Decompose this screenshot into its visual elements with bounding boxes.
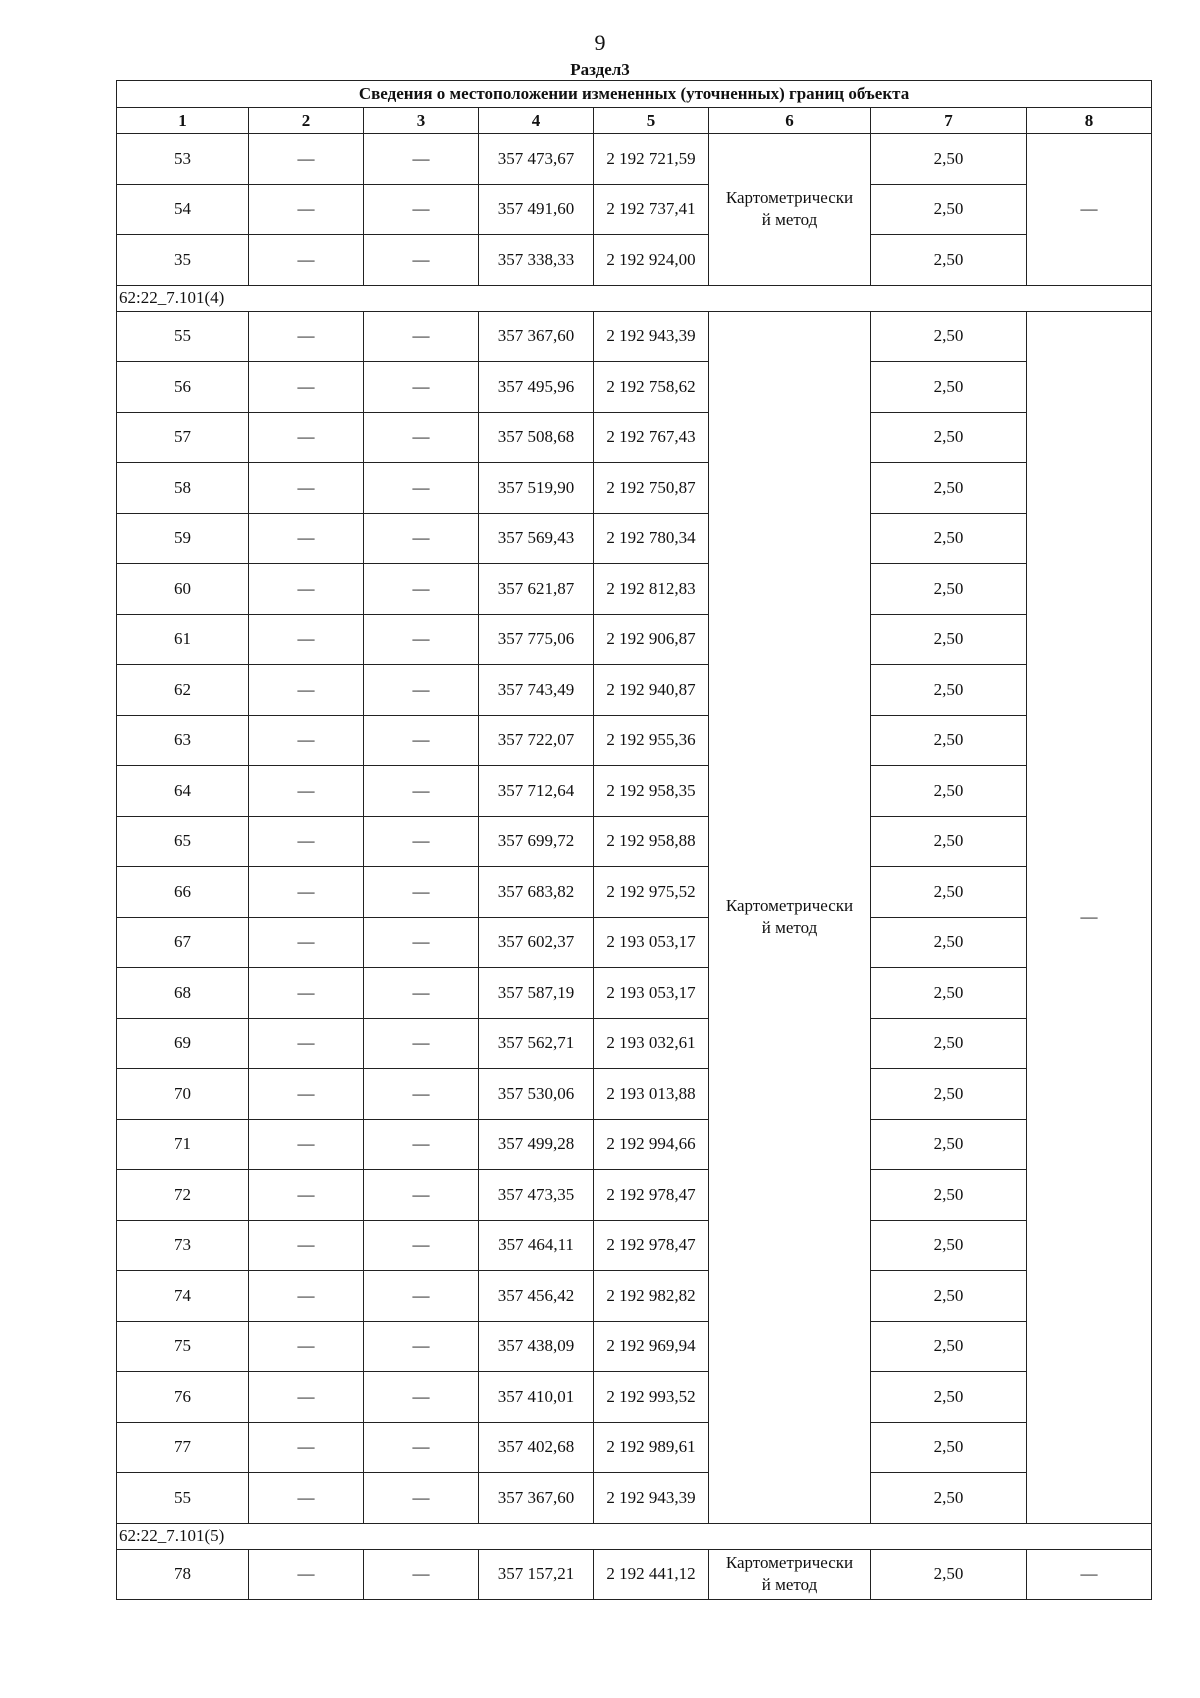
table-row	[117, 235, 1152, 286]
column-number-header: 6	[709, 108, 871, 134]
table-row	[117, 1422, 1152, 1473]
accuracy-value: 2,50	[871, 1473, 1027, 1524]
dash-cell: —	[249, 134, 364, 185]
dash-cell: —	[1027, 1549, 1152, 1600]
y-coordinate: 2 192 812,83	[594, 564, 709, 615]
y-coordinate: 2 192 975,52	[594, 867, 709, 918]
table-row	[117, 412, 1152, 463]
y-coordinate: 2 192 940,87	[594, 665, 709, 716]
dash-cell: —	[249, 1018, 364, 1069]
x-coordinate: 357 499,28	[479, 1119, 594, 1170]
dash-cell: —	[364, 917, 479, 968]
point-number: 62	[117, 665, 249, 716]
point-number: 67	[117, 917, 249, 968]
accuracy-value: 2,50	[871, 917, 1027, 968]
y-coordinate: 2 192 924,00	[594, 235, 709, 286]
accuracy-value: 2,50	[871, 311, 1027, 362]
y-coordinate: 2 192 993,52	[594, 1372, 709, 1423]
y-coordinate: 2 193 032,61	[594, 1018, 709, 1069]
dash-cell: —	[364, 1018, 479, 1069]
point-number: 64	[117, 766, 249, 817]
table-row	[117, 867, 1152, 918]
table-row	[117, 1271, 1152, 1322]
dash-cell: —	[364, 665, 479, 716]
method-cell	[709, 311, 871, 1523]
table-row	[117, 1018, 1152, 1069]
section-label: Раздел3	[570, 60, 630, 79]
dash-cell: —	[249, 564, 364, 615]
x-coordinate: 357 410,01	[479, 1372, 594, 1423]
table-row	[117, 917, 1152, 968]
table-row	[117, 1321, 1152, 1372]
dash-cell: —	[364, 1069, 479, 1120]
table-row	[117, 1549, 1152, 1600]
y-coordinate: 2 192 441,12	[594, 1549, 709, 1600]
y-coordinate: 2 192 943,39	[594, 1473, 709, 1524]
y-coordinate: 2 192 758,62	[594, 362, 709, 413]
point-number: 78	[117, 1549, 249, 1600]
method-line-2: й метод	[761, 918, 818, 937]
group-row	[117, 285, 1152, 311]
point-number: 69	[117, 1018, 249, 1069]
dash-cell: —	[249, 1069, 364, 1120]
table-row	[117, 614, 1152, 665]
dash-cell: —	[364, 513, 479, 564]
column-number-header: 7	[871, 108, 1027, 134]
accuracy-value: 2,50	[871, 665, 1027, 716]
table-row	[117, 362, 1152, 413]
dash-cell: —	[249, 311, 364, 362]
column-number-header: 4	[479, 108, 594, 134]
table-row	[117, 968, 1152, 1019]
group-label: 62:22_7.101(4)	[117, 285, 1152, 311]
y-coordinate: 2 192 767,43	[594, 412, 709, 463]
dash-cell: —	[364, 134, 479, 185]
y-coordinate: 2 192 994,66	[594, 1119, 709, 1170]
coordinates-table	[116, 80, 1152, 1600]
y-coordinate: 2 192 982,82	[594, 1271, 709, 1322]
accuracy-value: 2,50	[871, 1220, 1027, 1271]
dash-cell: —	[364, 184, 479, 235]
dash-cell: —	[249, 1271, 364, 1322]
dash-cell: —	[364, 412, 479, 463]
x-coordinate: 357 712,64	[479, 766, 594, 817]
x-coordinate: 357 562,71	[479, 1018, 594, 1069]
dash-cell: —	[364, 1170, 479, 1221]
y-coordinate: 2 192 978,47	[594, 1220, 709, 1271]
accuracy-value: 2,50	[871, 867, 1027, 918]
point-number: 59	[117, 513, 249, 564]
method-cell	[709, 1549, 871, 1600]
x-coordinate: 357 519,90	[479, 463, 594, 514]
y-coordinate: 2 193 013,88	[594, 1069, 709, 1120]
dash-cell: —	[364, 1119, 479, 1170]
table-row	[117, 564, 1152, 615]
dash-cell: —	[364, 1271, 479, 1322]
dash-cell: —	[364, 968, 479, 1019]
x-coordinate: 357 508,68	[479, 412, 594, 463]
table-row	[117, 665, 1152, 716]
method-line-1: Картометрически	[725, 1553, 854, 1573]
point-number: 72	[117, 1170, 249, 1221]
point-number: 66	[117, 867, 249, 918]
dash-cell: —	[364, 311, 479, 362]
dash-cell: —	[249, 968, 364, 1019]
point-number: 55	[117, 311, 249, 362]
x-coordinate: 357 438,09	[479, 1321, 594, 1372]
dash-cell: —	[249, 867, 364, 918]
dash-cell: —	[364, 1549, 479, 1600]
x-coordinate: 357 495,96	[479, 362, 594, 413]
accuracy-value: 2,50	[871, 1549, 1027, 1600]
accuracy-value: 2,50	[871, 1018, 1027, 1069]
dash-cell: —	[364, 816, 479, 867]
dash-cell: —	[249, 1372, 364, 1423]
dash-cell: —	[249, 766, 364, 817]
y-coordinate: 2 192 906,87	[594, 614, 709, 665]
dash-cell: —	[249, 614, 364, 665]
y-coordinate: 2 192 721,59	[594, 134, 709, 185]
point-number: 65	[117, 816, 249, 867]
x-coordinate: 357 587,19	[479, 968, 594, 1019]
x-coordinate: 357 530,06	[479, 1069, 594, 1120]
method-line-2: й метод	[761, 210, 818, 230]
table-row	[117, 463, 1152, 514]
dash-cell: —	[249, 412, 364, 463]
dash-cell: —	[249, 184, 364, 235]
dash-cell: —	[364, 1422, 479, 1473]
y-coordinate: 2 192 989,61	[594, 1422, 709, 1473]
x-coordinate: 357 367,60	[479, 1473, 594, 1524]
accuracy-value: 2,50	[871, 1119, 1027, 1170]
dash-cell: —	[364, 1321, 479, 1372]
accuracy-value: 2,50	[871, 235, 1027, 286]
y-coordinate: 2 192 943,39	[594, 311, 709, 362]
y-coordinate: 2 192 978,47	[594, 1170, 709, 1221]
dash-cell: —	[364, 463, 479, 514]
accuracy-value: 2,50	[871, 1321, 1027, 1372]
dash-cell: —	[364, 1372, 479, 1423]
accuracy-value: 2,50	[871, 816, 1027, 867]
table-row	[117, 1170, 1152, 1221]
dash-cell: —	[1027, 134, 1152, 286]
point-number: 74	[117, 1271, 249, 1322]
column-number-header: 3	[364, 108, 479, 134]
y-coordinate: 2 192 955,36	[594, 715, 709, 766]
x-coordinate: 357 491,60	[479, 184, 594, 235]
table-row	[117, 1473, 1152, 1524]
x-coordinate: 357 683,82	[479, 867, 594, 918]
x-coordinate: 357 602,37	[479, 917, 594, 968]
page-number: 9	[594, 30, 606, 55]
accuracy-value: 2,50	[871, 513, 1027, 564]
dash-cell: —	[249, 665, 364, 716]
dash-cell: —	[364, 1473, 479, 1524]
dash-cell: —	[249, 1422, 364, 1473]
dash-cell: —	[249, 235, 364, 286]
group-label: 62:22_7.101(5)	[117, 1523, 1152, 1549]
table-row	[117, 134, 1152, 185]
point-number: 60	[117, 564, 249, 615]
x-coordinate: 357 464,11	[479, 1220, 594, 1271]
dash-cell: —	[249, 513, 364, 564]
dash-cell: —	[249, 715, 364, 766]
point-number: 57	[117, 412, 249, 463]
x-coordinate: 357 367,60	[479, 311, 594, 362]
accuracy-value: 2,50	[871, 968, 1027, 1019]
dash-cell: —	[249, 1473, 364, 1524]
x-coordinate: 357 621,87	[479, 564, 594, 615]
point-number: 73	[117, 1220, 249, 1271]
point-number: 53	[117, 134, 249, 185]
column-number-header: 1	[117, 108, 249, 134]
method-line-2: й метод	[761, 1575, 818, 1595]
y-coordinate: 2 192 780,34	[594, 513, 709, 564]
table-row	[117, 513, 1152, 564]
method-line-1: Картометрически	[725, 896, 854, 915]
accuracy-value: 2,50	[871, 134, 1027, 185]
accuracy-value: 2,50	[871, 614, 1027, 665]
dash-cell: —	[364, 614, 479, 665]
point-number: 61	[117, 614, 249, 665]
x-coordinate: 357 338,33	[479, 235, 594, 286]
accuracy-value: 2,50	[871, 1069, 1027, 1120]
accuracy-value: 2,50	[871, 412, 1027, 463]
dash-cell: —	[249, 1119, 364, 1170]
table-row	[117, 1372, 1152, 1423]
dash-cell: —	[364, 715, 479, 766]
dash-cell: —	[364, 362, 479, 413]
table-row	[117, 184, 1152, 235]
table-body	[117, 134, 1152, 1600]
y-coordinate: 2 192 750,87	[594, 463, 709, 514]
column-number-header: 5	[594, 108, 709, 134]
y-coordinate: 2 192 958,35	[594, 766, 709, 817]
y-coordinate: 2 192 737,41	[594, 184, 709, 235]
dash-cell: —	[249, 1549, 364, 1600]
accuracy-value: 2,50	[871, 1372, 1027, 1423]
point-number: 35	[117, 235, 249, 286]
column-number-header: 8	[1027, 108, 1152, 134]
column-numbers-row	[117, 108, 1152, 134]
y-coordinate: 2 192 958,88	[594, 816, 709, 867]
accuracy-value: 2,50	[871, 1271, 1027, 1322]
point-number: 58	[117, 463, 249, 514]
dash-cell: —	[1027, 311, 1152, 1523]
x-coordinate: 357 473,67	[479, 134, 594, 185]
point-number: 68	[117, 968, 249, 1019]
x-coordinate: 357 722,07	[479, 715, 594, 766]
dash-cell: —	[249, 463, 364, 514]
point-number: 71	[117, 1119, 249, 1170]
accuracy-value: 2,50	[871, 766, 1027, 817]
point-number: 56	[117, 362, 249, 413]
method-cell	[709, 134, 871, 286]
accuracy-value: 2,50	[871, 1170, 1027, 1221]
point-number: 70	[117, 1069, 249, 1120]
dash-cell: —	[249, 1321, 364, 1372]
table-row	[117, 816, 1152, 867]
point-number: 77	[117, 1422, 249, 1473]
point-number: 75	[117, 1321, 249, 1372]
dash-cell: —	[249, 1170, 364, 1221]
accuracy-value: 2,50	[871, 715, 1027, 766]
x-coordinate: 357 402,68	[479, 1422, 594, 1473]
x-coordinate: 357 569,43	[479, 513, 594, 564]
accuracy-value: 2,50	[871, 463, 1027, 514]
y-coordinate: 2 192 969,94	[594, 1321, 709, 1372]
accuracy-value: 2,50	[871, 564, 1027, 615]
accuracy-value: 2,50	[871, 184, 1027, 235]
y-coordinate: 2 193 053,17	[594, 968, 709, 1019]
accuracy-value: 2,50	[871, 362, 1027, 413]
accuracy-value: 2,50	[871, 1422, 1027, 1473]
dash-cell: —	[249, 816, 364, 867]
dash-cell: —	[364, 867, 479, 918]
table-row	[117, 766, 1152, 817]
dash-cell: —	[249, 362, 364, 413]
x-coordinate: 357 473,35	[479, 1170, 594, 1221]
dash-cell: —	[364, 564, 479, 615]
x-coordinate: 357 743,49	[479, 665, 594, 716]
point-number: 76	[117, 1372, 249, 1423]
dash-cell: —	[364, 1220, 479, 1271]
x-coordinate: 357 699,72	[479, 816, 594, 867]
dash-cell: —	[364, 235, 479, 286]
table-row	[117, 1069, 1152, 1120]
table-row	[117, 715, 1152, 766]
method-line-1: Картометрически	[725, 188, 854, 208]
table-row	[117, 311, 1152, 362]
x-coordinate: 357 157,21	[479, 1549, 594, 1600]
point-number: 54	[117, 184, 249, 235]
table-row	[117, 1220, 1152, 1271]
point-number: 55	[117, 1473, 249, 1524]
dash-cell: —	[249, 1220, 364, 1271]
point-number: 63	[117, 715, 249, 766]
table-row	[117, 1119, 1152, 1170]
x-coordinate: 357 775,06	[479, 614, 594, 665]
table-title: Сведения о местоположении измененных (уточненных) границ объекта	[117, 81, 1152, 108]
column-number-header: 2	[249, 108, 364, 134]
y-coordinate: 2 193 053,17	[594, 917, 709, 968]
dash-cell: —	[249, 917, 364, 968]
group-row	[117, 1523, 1152, 1549]
x-coordinate: 357 456,42	[479, 1271, 594, 1322]
dash-cell: —	[364, 766, 479, 817]
